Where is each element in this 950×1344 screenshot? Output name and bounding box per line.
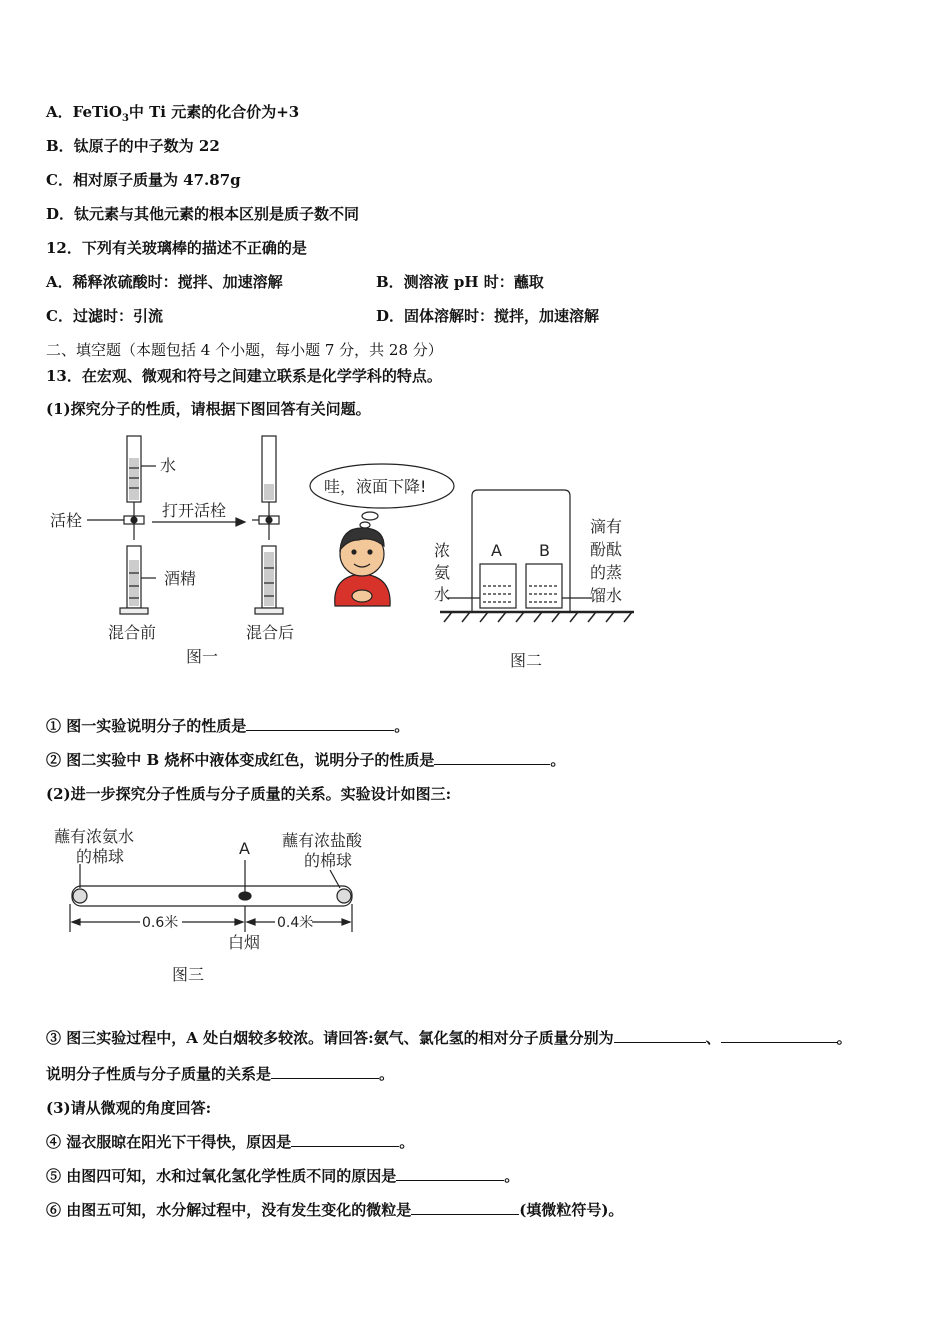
- label-phenol-2: 酚酞: [590, 540, 623, 559]
- bell-jar: [472, 490, 570, 611]
- answer-blank[interactable]: [434, 750, 550, 765]
- label-beaker-b: B: [539, 541, 550, 560]
- label-ammonia-2: 氨: [434, 563, 451, 582]
- label-ammonia-cotton-2: 的棉球: [76, 847, 125, 866]
- cotton-ball-right: [337, 889, 351, 903]
- label-beaker-a: A: [491, 541, 502, 560]
- answer-blank[interactable]: [271, 1064, 379, 1079]
- label-ammonia-3: 水: [434, 585, 451, 604]
- answer-blank[interactable]: [411, 1200, 519, 1215]
- option-12-c: C．过滤时：引流: [46, 307, 163, 325]
- answer-blank[interactable]: [614, 1028, 706, 1043]
- answer-blank[interactable]: [246, 716, 394, 731]
- label-distance-left: 0.6米: [142, 915, 179, 931]
- label-before: 混合前: [108, 623, 157, 642]
- option-12-b: B．测溶液 pH 时：蘸取: [376, 273, 544, 291]
- sub-question-2: ② 图二实验中 B 烧杯中液体变成红色，说明分子的性质是 。: [46, 751, 566, 769]
- answer-blank[interactable]: [396, 1166, 504, 1181]
- question-12-stem: 12．下列有关玻璃棒的描述不正确的是: [46, 239, 307, 257]
- part-3-heading: (3)请从微观的角度回答:: [46, 1099, 212, 1117]
- label-white-smoke: 白烟: [228, 933, 261, 952]
- sub-question-3: ③ 图三实验过程中，A 处白烟较多较浓。请回答:氨气、氯化氢的相对分子质量分别为 、 。: [46, 1029, 852, 1047]
- answer-blank[interactable]: [291, 1132, 399, 1147]
- subscript-3: 3: [121, 113, 129, 124]
- cotton-ball-left: [73, 889, 87, 903]
- label-open-stopcock: 打开活栓: [162, 501, 227, 520]
- sub-question-5: ⑤ 由图四可知，水和过氧化氢化学性质不同的原因是 。: [46, 1167, 520, 1185]
- part-2-heading: (2)进一步探究分子性质与分子质量的关系。实验设计如图三:: [46, 785, 452, 803]
- label-phenol-1: 滴有: [590, 517, 623, 536]
- white-smoke-mark: [239, 892, 251, 900]
- sub-question-6: ⑥ 由图五可知，水分解过程中，没有发生变化的微粒是 (填微粒符号)。: [46, 1201, 624, 1219]
- part-1-heading: (1)探究分子的性质，请根据下图回答有关问题。: [46, 400, 371, 418]
- label-point-a: A: [239, 839, 250, 858]
- option-11-a: A．FeTiO$_3$中 Ti 元素的化合价为+3: [46, 103, 300, 124]
- label-alcohol: 酒精: [164, 569, 197, 588]
- caption-figure-two: 图二: [510, 651, 543, 670]
- label-ammonia-1: 浓: [434, 541, 451, 560]
- label-stopcock: 活栓: [50, 511, 83, 530]
- glass-tube: [72, 886, 352, 906]
- sub-question-1: ① 图一实验说明分子的性质是 。: [46, 717, 410, 735]
- caption-figure-one: 图一: [186, 647, 219, 666]
- label-phenol-4: 馏水: [590, 586, 623, 605]
- speech-text: 哇，液面下降!: [324, 477, 427, 496]
- label-after: 混合后: [246, 623, 295, 642]
- label-water: 水: [160, 456, 177, 475]
- option-12-d: D．固体溶解时：搅拌，加速溶解: [376, 307, 600, 325]
- label-distance-right: 0.4米: [277, 915, 314, 931]
- sub-question-3-relation: 说明分子性质与分子质量的关系是 。: [46, 1065, 395, 1083]
- boy-figure: [335, 528, 390, 606]
- sub-question-4: ④ 湿衣服晾在阳光下干得快，原因是 。: [46, 1133, 415, 1151]
- option-11-b: B．钛原子的中子数为 22: [46, 137, 220, 155]
- label-ammonia-cotton-1: 蘸有浓氨水: [54, 827, 135, 846]
- label-phenol-3: 的蒸: [590, 563, 623, 582]
- figure-one-two: [40, 428, 650, 678]
- option-12-a: A．稀释浓硫酸时：搅拌、加速溶解: [46, 273, 283, 291]
- caption-figure-three: 图三: [172, 965, 205, 984]
- option-11-c: C．相对原子质量为 47.87g: [46, 171, 241, 189]
- figure-three: [50, 820, 390, 990]
- label-hcl-cotton-1: 蘸有浓盐酸: [282, 831, 363, 850]
- question-13-stem: 13．在宏观、微观和符号之间建立联系是化学学科的特点。: [46, 367, 442, 385]
- section-heading: 二、填空题（本题包括 4 个小题，每小题 7 分，共 28 分）: [46, 341, 443, 359]
- option-11-d: D．钛元素与其他元素的根本区别是质子数不同: [46, 205, 360, 223]
- label-hcl-cotton-2: 的棉球: [304, 851, 353, 870]
- answer-blank[interactable]: [721, 1028, 837, 1043]
